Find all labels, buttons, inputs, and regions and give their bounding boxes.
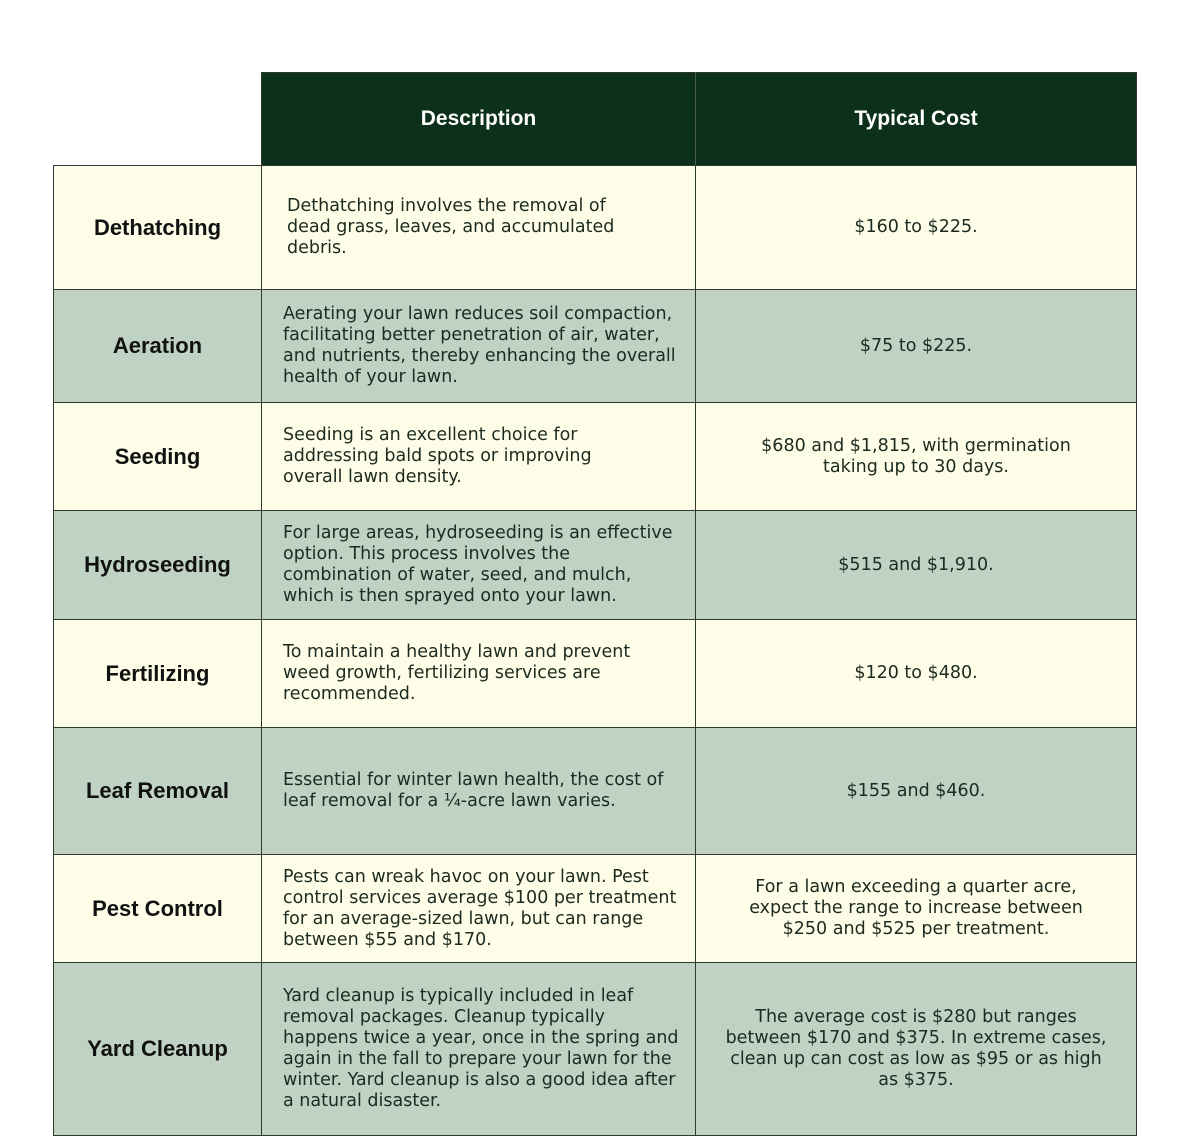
service-name: Seeding bbox=[54, 403, 262, 511]
table-row-seeding bbox=[54, 403, 1137, 511]
typical-cost-column-header: Typical Cost bbox=[696, 73, 1137, 166]
table-row-dethatching bbox=[54, 166, 1137, 290]
service-cost: For a lawn exceeding a quarter acre, expect the range to increase between $250 and $525 per treatment. bbox=[696, 855, 1137, 963]
table-row-aeration bbox=[54, 290, 1137, 403]
table-row-leaf-removal bbox=[54, 728, 1137, 855]
service-cost: $120 to $480. bbox=[696, 620, 1137, 728]
service-cost: The average cost is $280 but ranges between $170 and $375. In extreme cases, clean up can cost as low as $95 or as high as $375. bbox=[696, 963, 1137, 1136]
service-description: Pests can wreak havoc on your lawn. Pest control services average $100 per treatment for an average-sized lawn, but can range between $55 and $170. bbox=[262, 855, 696, 963]
table-row-fertilizing bbox=[54, 620, 1137, 728]
service-description: Aerating your lawn reduces soil compaction, facilitating better penetration of air, water, and nutrients, thereby enhancing the overall health of your lawn. bbox=[262, 290, 696, 403]
service-name: Dethatching bbox=[54, 166, 262, 290]
service-name: Yard Cleanup bbox=[54, 963, 262, 1136]
table-row-pest-control bbox=[54, 855, 1137, 963]
table-row-yard-cleanup bbox=[54, 963, 1137, 1136]
service-description: To maintain a healthy lawn and prevent weed growth, fertilizing services are recommended. bbox=[262, 620, 696, 728]
service-cost: $160 to $225. bbox=[696, 166, 1137, 290]
service-name: Aeration bbox=[54, 290, 262, 403]
service-description: Dethatching involves the removal of dead grass, leaves, and accumulated debris. bbox=[262, 166, 696, 290]
service-cost: $155 and $460. bbox=[696, 728, 1137, 855]
lawn-service-cost-table bbox=[53, 72, 1137, 1136]
table-row-hydroseeding bbox=[54, 511, 1137, 620]
service-name: Pest Control bbox=[54, 855, 262, 963]
service-name: Fertilizing bbox=[54, 620, 262, 728]
service-cost: $680 and $1,815, with germination taking up to 30 days. bbox=[696, 403, 1137, 511]
service-cost: $75 to $225. bbox=[696, 290, 1137, 403]
pricing-table-container bbox=[53, 72, 1136, 1136]
service-cost: $515 and $1,910. bbox=[696, 511, 1137, 620]
service-description: Seeding is an excellent choice for addressing bald spots or improving overall lawn density. bbox=[262, 403, 696, 511]
service-description: Essential for winter lawn health, the cost of leaf removal for a ¼-acre lawn varies. bbox=[262, 728, 696, 855]
service-name: Leaf Removal bbox=[54, 728, 262, 855]
table-header-row bbox=[54, 73, 1137, 166]
service-description: For large areas, hydroseeding is an effective option. This process involves the combination of water, seed, and mulch, which is then sprayed onto your lawn. bbox=[262, 511, 696, 620]
header-blank-cell bbox=[54, 73, 262, 166]
service-description: Yard cleanup is typically included in leaf removal packages. Cleanup typically happens twice a year, once in the spring and again in the fall to prepare your lawn for the winter. Yard cleanup is also a good idea after a natural disaster. bbox=[262, 963, 696, 1136]
description-column-header: Description bbox=[262, 73, 696, 166]
service-name: Hydroseeding bbox=[54, 511, 262, 620]
